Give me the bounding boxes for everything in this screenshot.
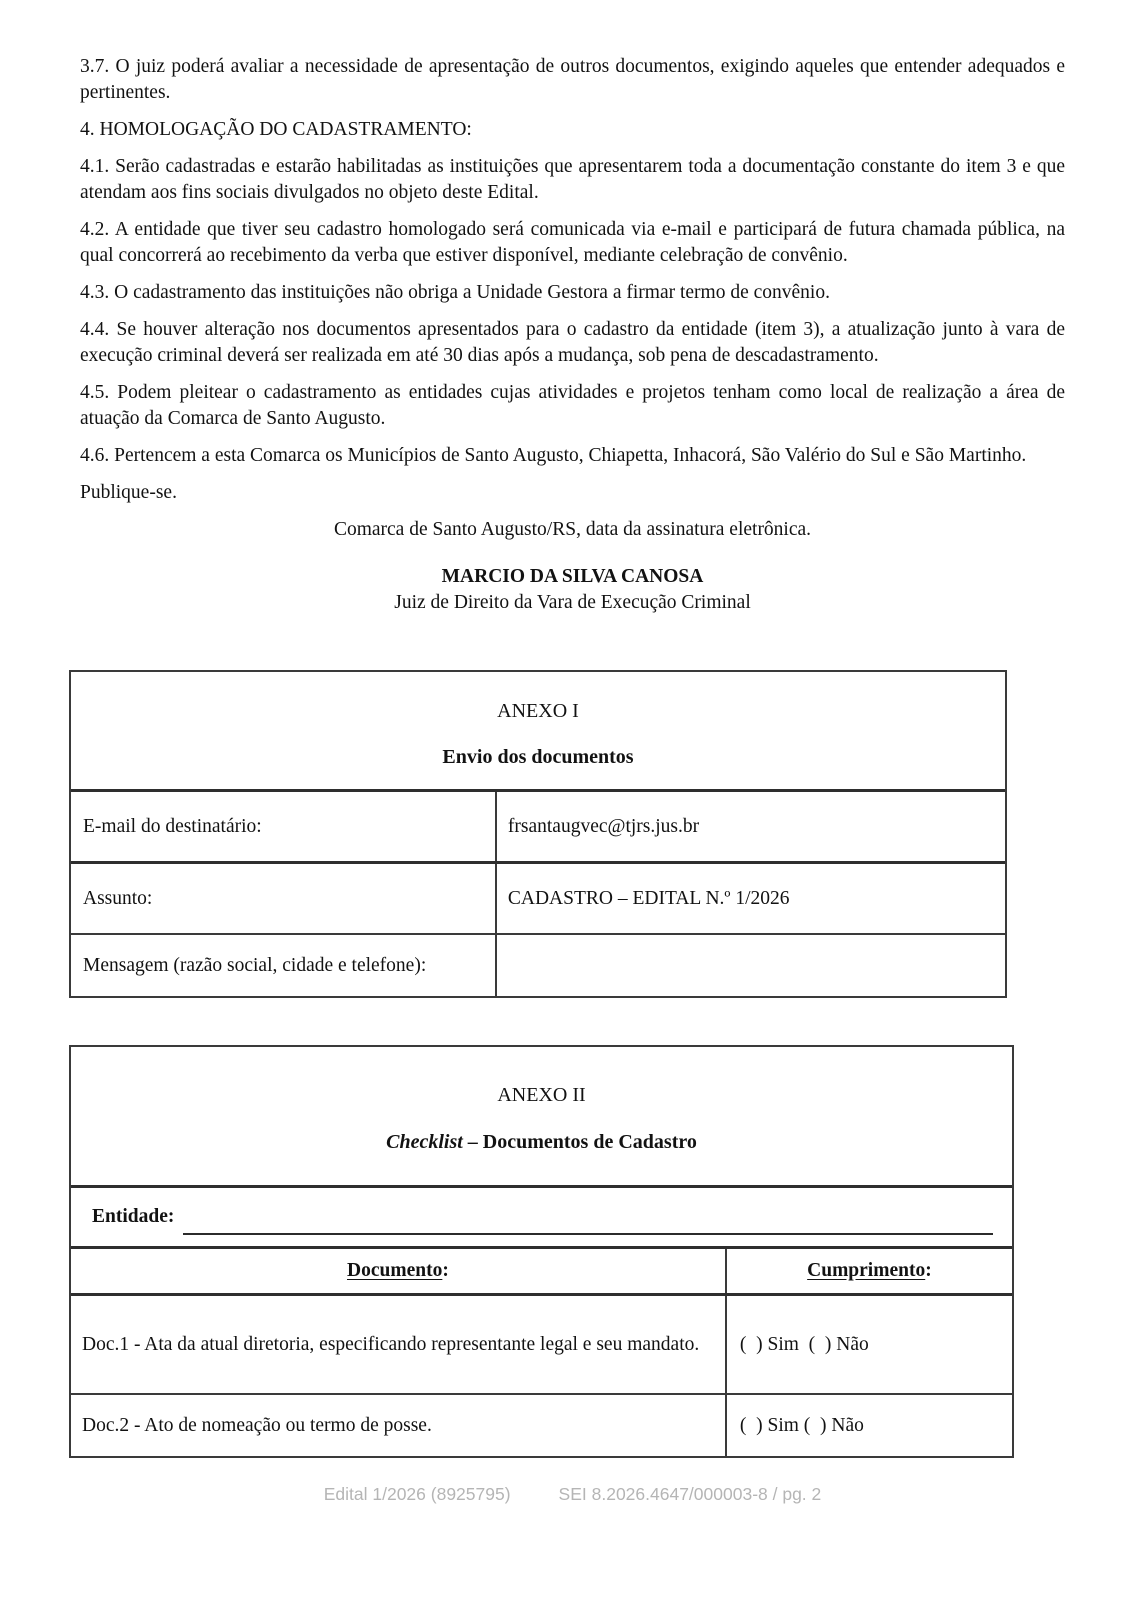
column-header-cumprimento-colon: : bbox=[925, 1260, 932, 1281]
anexo1-table bbox=[69, 670, 1007, 998]
compliance-cell: ( ) Sim ( ) Não bbox=[739, 1333, 869, 1355]
compliance-cell: ( ) Sim ( ) Não bbox=[739, 1414, 864, 1436]
anexo2-header bbox=[71, 1047, 1012, 1185]
paragraph-4-3: 4.3. O cadastramento das instituições não obriga a Unidade Gestora a firmar termo de convênio. bbox=[80, 282, 830, 303]
anexo2-title: ANEXO II bbox=[497, 1083, 586, 1106]
column-header-cumprimento-label: Cumprimento bbox=[807, 1260, 926, 1281]
paragraph-4-2: 4.2. A entidade que tiver seu cadastro homologado será comunicada via e-mail e participará de futura chamada pública, na qual concorrerá ao recebimento da verba que estiver disponível, mediante celebração de convênio. bbox=[80, 219, 1065, 266]
anexo2-subtitle bbox=[386, 1130, 697, 1154]
paragraph-4-1: 4.1. Serão cadastradas e estarão habilitadas as instituições que apresentarem toda a documentação constante do item 3 e que atendam aos fins sociais divulgados no objeto deste Edital. bbox=[80, 156, 1065, 203]
anexo1-subtitle: Envio dos documentos bbox=[442, 745, 634, 768]
paragraph-4-4: 4.4. Se houver alteração nos documentos apresentados para o cadastro da entidade (item 3), a atualização junto à vara de execução criminal deverá ser realizada em até 30 dias após a mudança, sob pena de descadastramento. bbox=[80, 319, 1065, 366]
table-row-email bbox=[71, 789, 1005, 861]
checklist-row-doc2 bbox=[71, 1393, 1012, 1456]
anexo1-title: ANEXO I bbox=[497, 699, 579, 722]
column-header-cumprimento bbox=[727, 1249, 1012, 1293]
anexo2-subtitle-italic: Checklist bbox=[386, 1130, 463, 1153]
paragraph-3-7: 3.7. O juiz poderá avaliar a necessidade de apresentação de outros documentos, exigindo aqueles que entender adequados e pertinentes. bbox=[80, 56, 1065, 103]
entity-fill-line bbox=[183, 1199, 993, 1235]
anexo1-header bbox=[71, 672, 1005, 789]
row-label: E-mail do destinatário: bbox=[71, 792, 497, 861]
anexo2-table bbox=[69, 1045, 1014, 1458]
table-row-subject bbox=[71, 861, 1005, 933]
footer-doc-ref: Edital 1/2026 (8925795) bbox=[323, 1484, 511, 1504]
place-date-line: Comarca de Santo Augusto/RS, data da assinatura eletrônica. bbox=[333, 519, 812, 540]
entity-row bbox=[71, 1185, 1012, 1246]
signer-name: MARCIO DA SILVA CANOSA bbox=[441, 566, 704, 587]
row-label: Mensagem (razão social, cidade e telefone): bbox=[71, 935, 497, 996]
paragraph-4-6: 4.6. Pertencem a esta Comarca os Municípios de Santo Augusto, Chiapetta, Inhacorá, São Valério do Sul e São Martinho. bbox=[80, 445, 1027, 466]
column-header-documento bbox=[71, 1249, 727, 1293]
entity-label: Entidade: bbox=[92, 1206, 175, 1227]
row-value: CADASTRO – EDITAL N.º 1/2026 bbox=[507, 887, 790, 909]
row-value bbox=[497, 935, 1005, 996]
section-heading-4: 4. HOMOLOGAÇÃO DO CADASTRAMENTO: bbox=[80, 119, 472, 140]
document-cell: Doc.2 - Ato de nomeação ou termo de posse. bbox=[71, 1395, 727, 1456]
publish-order-line: Publique-se. bbox=[80, 482, 177, 503]
checklist-header-row bbox=[71, 1246, 1012, 1293]
anexo2-subtitle-rest: – Documentos de Cadastro bbox=[462, 1130, 697, 1153]
paragraph-4-5: 4.5. Podem pleitear o cadastramento as entidades cujas atividades e projetos tenham como local de realização a área de atuação da Comarca de Santo Augusto. bbox=[80, 382, 1065, 429]
document-cell: Doc.1 - Ata da atual diretoria, especificando representante legal e seu mandato. bbox=[71, 1296, 727, 1393]
row-value: frsantaugvec@tjrs.jus.br bbox=[507, 815, 700, 837]
row-label: Assunto: bbox=[71, 864, 497, 933]
page-footer bbox=[80, 1484, 1065, 1505]
column-header-documento-label: Documento bbox=[347, 1260, 443, 1281]
table-row-message bbox=[71, 933, 1005, 996]
signer-title: Juiz de Direito da Vara de Execução Criminal bbox=[394, 592, 751, 613]
column-header-documento-colon: : bbox=[442, 1260, 449, 1281]
footer-sei-ref: SEI 8.2026.4647/000003-8 / pg. 2 bbox=[558, 1484, 822, 1504]
checklist-row-doc1 bbox=[71, 1293, 1012, 1393]
